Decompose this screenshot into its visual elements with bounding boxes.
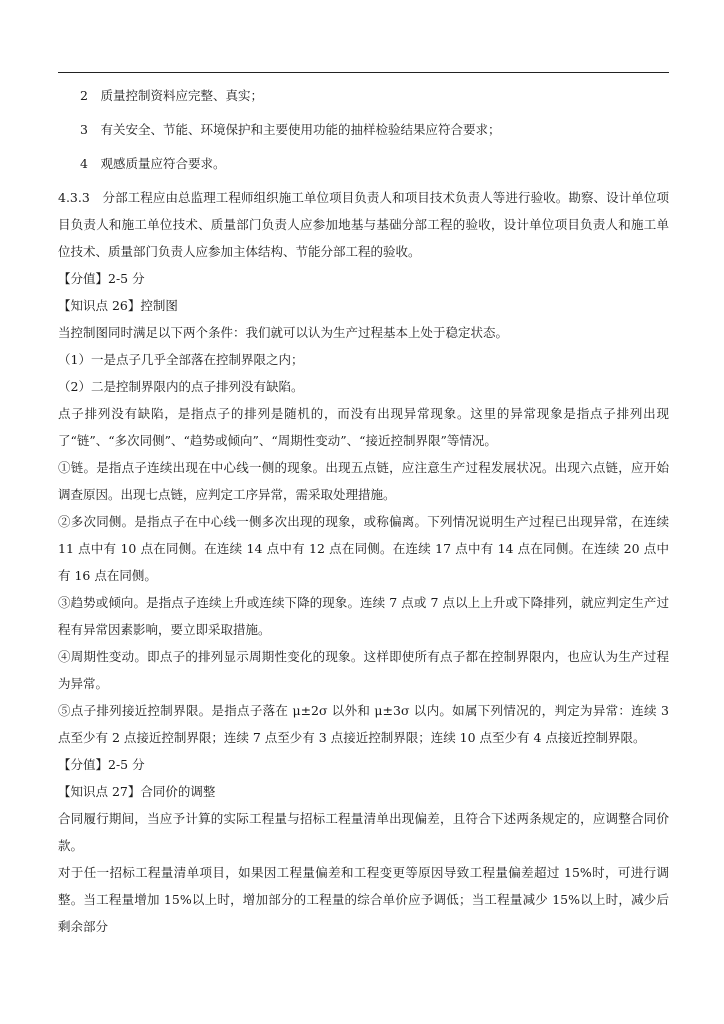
document-body xyxy=(58,82,669,940)
list-item: 3 有关安全、节能、环境保护和主要使用功能的抽样检验结果应符合要求； xyxy=(80,122,501,137)
header-rule xyxy=(58,72,669,73)
list-item: 4 观感质量应符合要求。 xyxy=(80,156,226,171)
paragraph: 点子排列没有缺陷，是指点子的排列是随机的，而没有出现异常现象。这里的异常现象是指点子排列出现了“链”、“多次同侧”、“趋势或倾向”、“周期性变动”、“接近控制界限”等情况。 xyxy=(58,406,669,448)
paragraph: 当控制图同时满足以下两个条件：我们就可以认为生产过程基本上处于稳定状态。 xyxy=(58,325,509,340)
list-item: 2 质量控制资料应完整、真实； xyxy=(80,88,263,103)
score-label: 【分值】2-5 分 xyxy=(58,271,145,286)
knowledge-point-heading: 【知识点 26】控制图 xyxy=(58,298,178,313)
case-item: ③趋势或倾向。是指点子连续上升或连续下降的现象。连续 7 点或 7 点以上上升或下降排列，就应判定生产过程有异常因素影响，要立即采取措施。 xyxy=(58,595,669,637)
knowledge-point-heading: 【知识点 27】合同价的调整 xyxy=(58,784,216,799)
case-item: ①链。是指点子连续出现在中心线一侧的现象。出现五点链，应注意生产过程发展状况。出现六点链，应开始调查原因。出现七点链，应判定工序异常，需采取处理措施。 xyxy=(58,460,669,502)
condition-item: （1）一是点子几乎全部落在控制界限之内； xyxy=(58,352,304,367)
case-item: ④周期性变动。即点子的排列显示周期性变化的现象。这样即使所有点子都在控制界限内，也应认为生产过程为异常。 xyxy=(58,649,669,691)
score-label: 【分值】2-5 分 xyxy=(58,757,145,772)
paragraph: 合同履行期间，当应予计算的实际工程量与招标工程量清单出现偏差，且符合下述两条规定的，应调整合同价款。 xyxy=(58,811,669,853)
case-item: ⑤点子排列接近控制界限。是指点子落在 μ±2σ 以外和 μ±3σ 以内。如属下列情况的，判定为异常：连续 3 点至少有 2 点接近控制界限；连续 7 点至少有 3 点接近控制界限；连续 10 点至少有 4 点接近控制界限。 xyxy=(58,703,669,745)
paragraph: 对于任一招标工程量清单项目，如果因工程量偏差和工程变更等原因导致工程量偏差超过 15%时，可进行调整。当工程量增加 15%以上时，增加部分的工程量的综合单价应予调低；当工程量减少 15%以上时，减少后剩余部分 xyxy=(58,865,669,934)
case-item: ②多次同侧。是指点子在中心线一侧多次出现的现象，或称偏离。下列情况说明生产过程已出现异常，在连续 11 点中有 10 点在同侧。在连续 14 点中有 12 点在同侧。在连续 17 点中有 14 点在同侧。在连续 20 点中有 16 点在同侧。 xyxy=(58,514,669,583)
section-4-3-3: 4.3.3 分部工程应由总监理工程师组织施工单位项目负责人和项目技术负责人等进行验收。勘察、设计单位项目负责人和施工单位技术、质量部门负责人应参加地基与基础分部工程的验收，设计单位项目负责人和施工单位技术、质量部门负责人应参加主体结构、节能分部工程的验收。 xyxy=(58,190,669,259)
condition-item: （2）二是控制界限内的点子排列没有缺陷。 xyxy=(58,379,304,394)
